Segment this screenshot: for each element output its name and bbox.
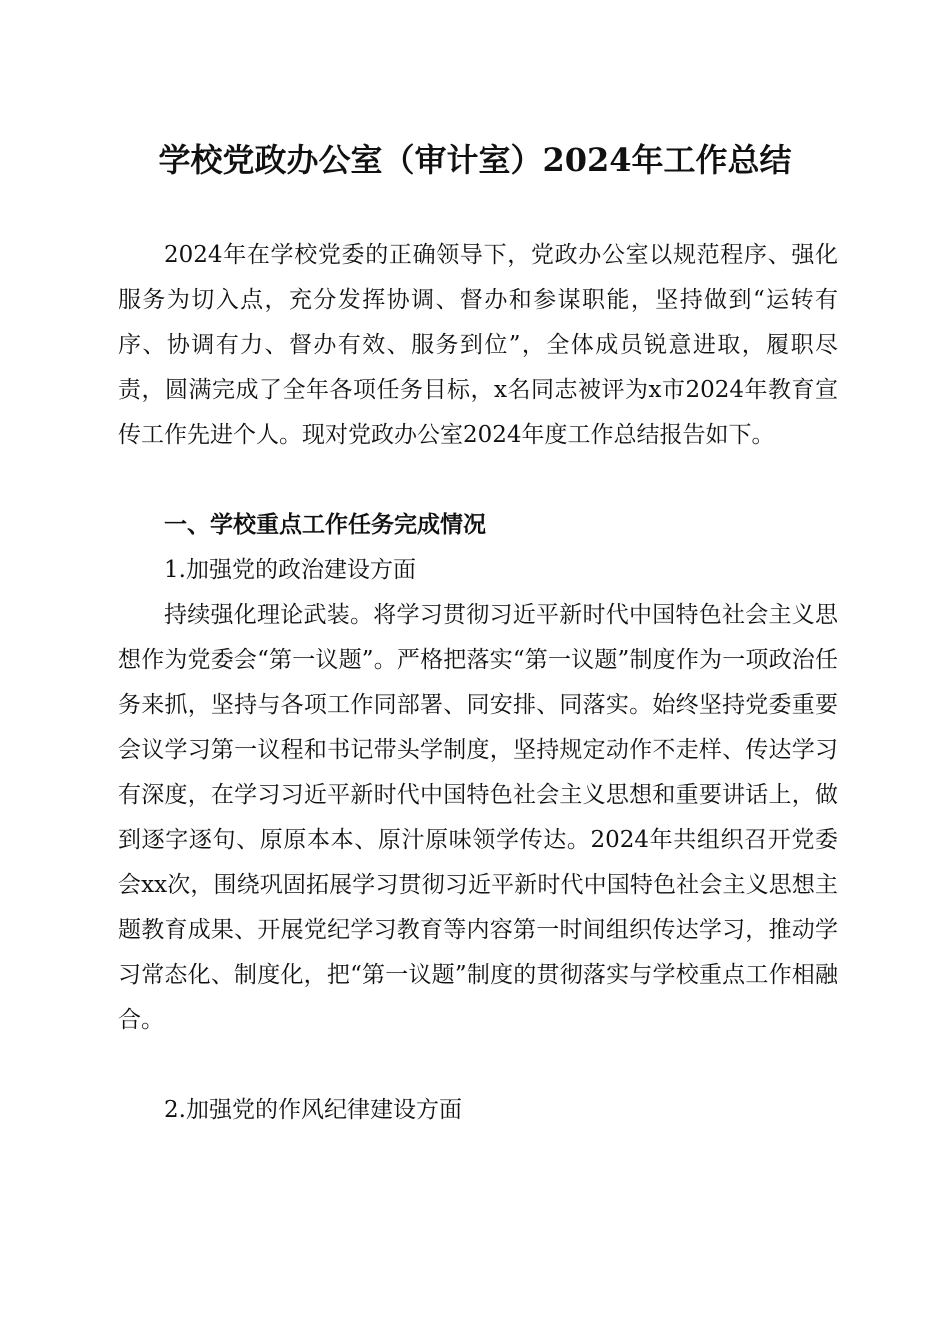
- document-title: 学校党政办公室（审计室）2024年工作总结: [158, 141, 792, 179]
- section-heading-1: 一、学校重点工作任务完成情况: [164, 512, 486, 538]
- intro-paragraph: [118, 233, 838, 458]
- subsection-1-paragraph: [118, 593, 838, 1043]
- subsection-heading-1: 1.加强党的政治建设方面: [164, 557, 416, 583]
- subsection-1-text: 持续强化理论武装。将学习贯彻习近平新时代中国特色社会主义思想作为党委会“第一议题”。严格把落实“第一议题”制度作为一项政治任务来抓，坚持与各项工作同部署、同安排、同落实。始终坚持党委重要会议学习第一议程和书记带头学制度，坚持规定动作不走样、传达学习有深度，在学习习近平新时代中国特色社会主义思想和重要讲话上，做到逐字逐句、原原本本、原汁原味领学传达。2024年共组织召开党委会xx次，围绕巩固拓展学习贯彻习近平新时代中国特色社会主义思想主题教育成果、开展党纪学习教育等内容第一时间组织传达学习，推动学习常态化、制度化，把“第一议题”制度的贯彻落实与学校重点工作相融合。: [118, 602, 838, 1033]
- intro-text: 2024年在学校党委的正确领导下，党政办公室以规范程序、强化服务为切入点，充分发挥协调、督办和参谋职能，坚持做到“运转有序、协调有力、督办有效、服务到位”，全体成员锐意进取，履职尽责，圆满完成了全年各项任务目标，x名同志被评为x市2024年教育宣传工作先进个人。现对党政办公室2024年度工作总结报告如下。: [118, 242, 838, 448]
- subsection-heading-2: 2.加强党的作风纪律建设方面: [164, 1097, 462, 1123]
